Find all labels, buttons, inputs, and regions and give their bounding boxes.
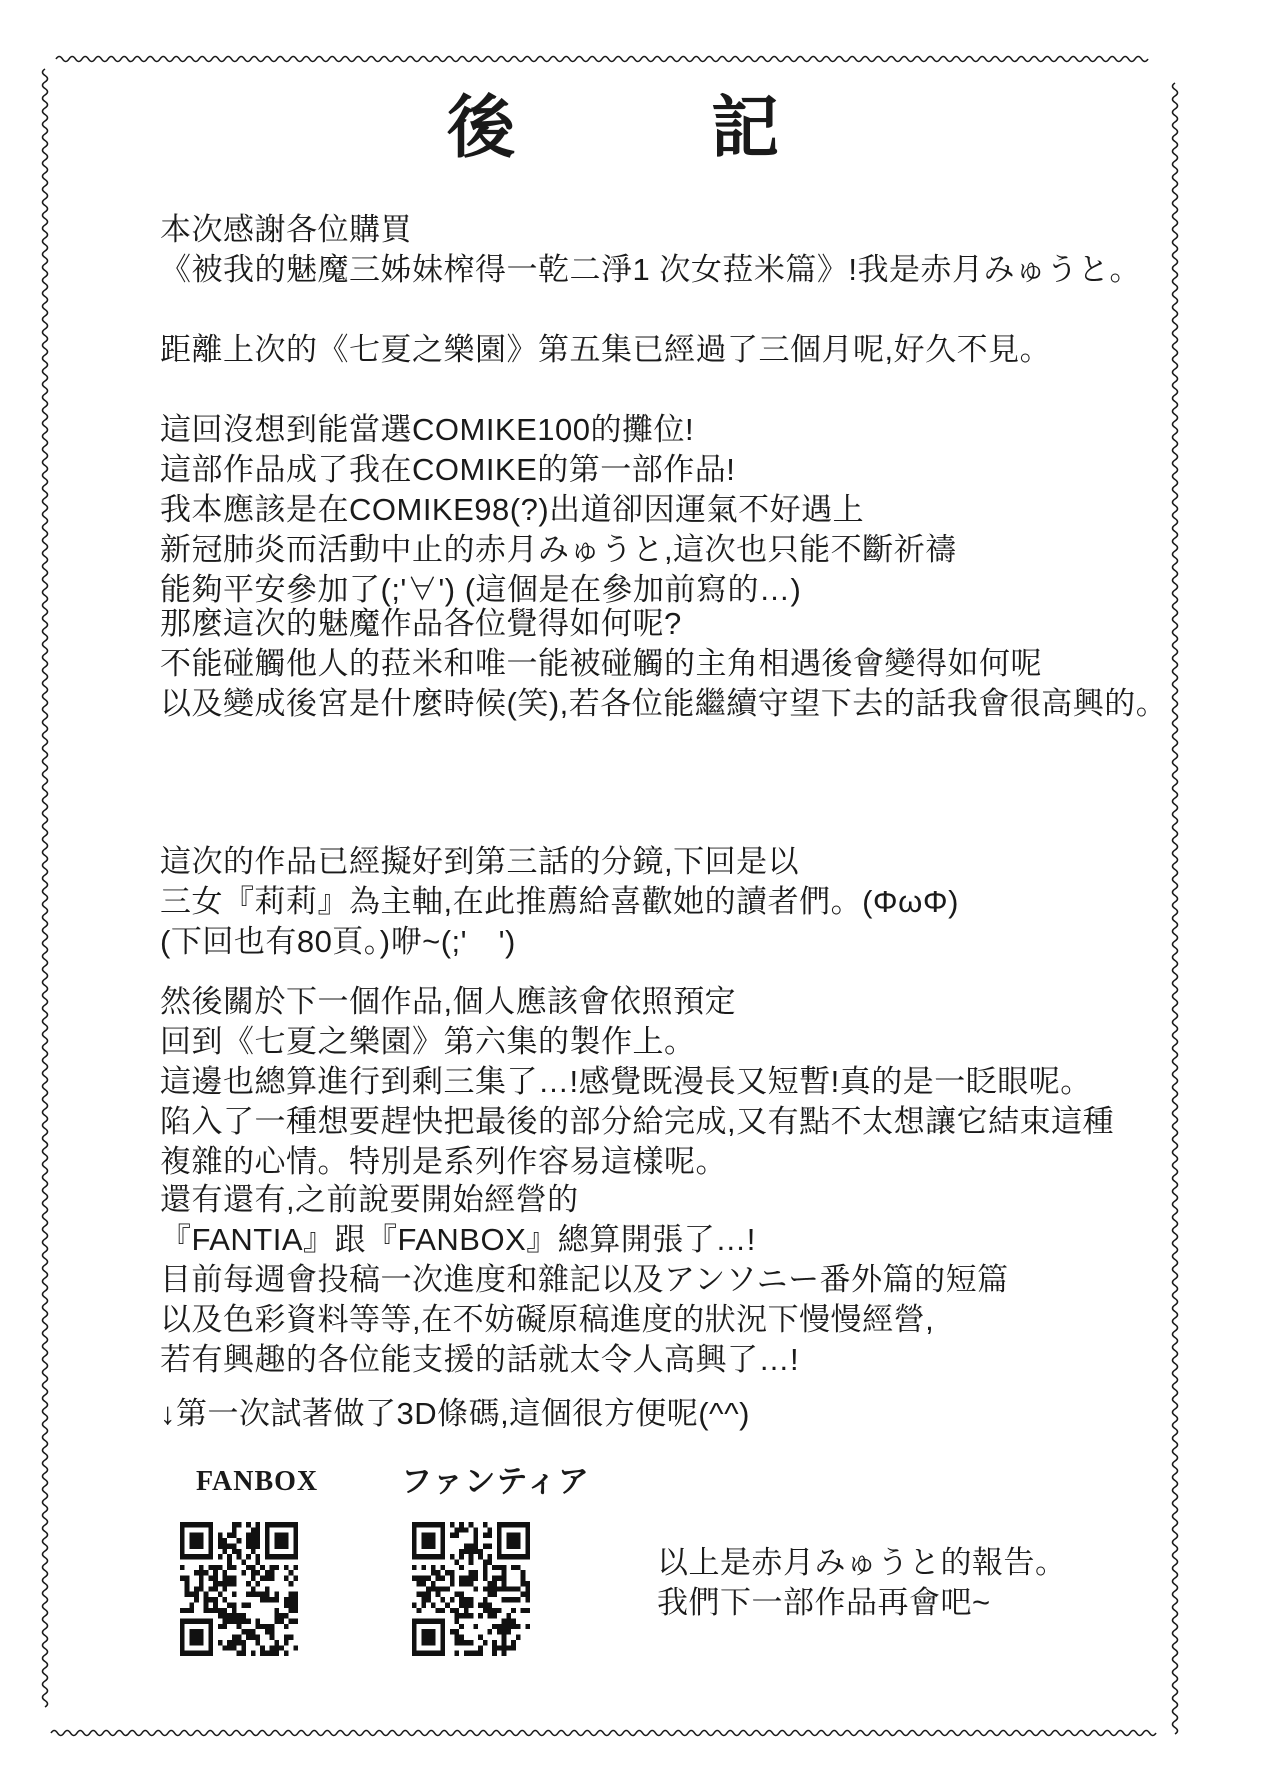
paragraph-comike — [160, 410, 957, 610]
border-right-wavy — [1170, 82, 1180, 1744]
text-line: 我們下一部作品再會吧~ — [657, 1585, 991, 1620]
text-line: 這次的作品已經擬好到第三話的分鏡,下回是以 — [160, 844, 800, 879]
text-line: 我本應該是在COMIKE98(?)出道卻因運氣不好遇上 — [160, 492, 865, 527]
border-bottom-wavy — [50, 1728, 1162, 1738]
text-line: 不能碰觸他人的菈米和唯一能被碰觸的主角相遇後會變得如何呢 — [160, 646, 1042, 681]
text-line: 新冠肺炎而活動中止的赤月みゅうと,這次也只能不斷祈禱 — [160, 532, 957, 567]
border-left-wavy — [40, 68, 50, 1720]
title-char-2: 記 — [711, 90, 780, 166]
border-top-wavy — [55, 54, 1160, 64]
text-line: 以及變成後宮是什麼時候(笑),若各位能繼續守望下去的話我會很高興的。 — [160, 686, 1168, 721]
fantia-label: ファンティア — [401, 1464, 590, 1499]
text-line: 回到《七夏之樂園》第六集的製作上。 — [160, 1024, 696, 1059]
paragraph-since-last — [160, 330, 1051, 370]
fanbox-label: FANBOX — [196, 1466, 319, 1497]
text-line: (下回也有80頁。)咿~(;' ') — [160, 924, 516, 959]
paragraph-succubus-work — [160, 604, 1167, 724]
fantia-qr-code — [412, 1522, 530, 1656]
fanbox-qr-code — [180, 1522, 298, 1656]
paragraph-next-work — [160, 982, 1114, 1182]
text-line: 這邊也總算進行到剩三集了…!感覺既漫長又短暫!真的是一眨眼呢。 — [160, 1064, 1092, 1099]
paragraph-qr-note — [160, 1394, 750, 1434]
text-line: 距離上次的《七夏之樂園》第五集已經過了三個月呢,好久不見。 — [160, 332, 1052, 367]
text-line: 複雜的心情。特別是系列作容易這樣呢。 — [160, 1144, 727, 1179]
text-line: 《被我的魅魔三姊妹榨得一乾二淨1 次女菈米篇》!我是赤月みゅうと。 — [160, 252, 1141, 287]
text-line: 目前每週會投稿一次進度和雜記以及アンソニー番外篇的短篇 — [160, 1262, 1009, 1297]
text-line: 以上是赤月みゅうと的報告。 — [657, 1545, 1067, 1580]
text-line: 然後關於下一個作品,個人應該會依照預定 — [160, 984, 737, 1019]
text-line: 若有興趣的各位能支援的話就太令人高興了…! — [160, 1342, 800, 1377]
text-line: 能夠平安參加了(;'∀') (這個是在參加前寫的…) — [160, 572, 802, 607]
text-line: 以及色彩資料等等,在不妨礙原稿進度的狀況下慢慢經營, — [160, 1302, 935, 1337]
text-line: 那麼這次的魅魔作品各位覺得如何呢? — [160, 606, 682, 641]
text-line: ↓第一次試著做了3D條碼,這個很方便呢(^^) — [160, 1396, 750, 1431]
paragraph-fantia-fanbox — [160, 1180, 1009, 1380]
text-line: 本次感謝各位購買 — [160, 212, 412, 247]
text-line: 還有還有,之前說要開始經營的 — [160, 1182, 579, 1217]
text-line: 這部作品成了我在COMIKE的第一部作品! — [160, 452, 736, 487]
text-line: 三女『莉莉』為主軸,在此推薦給喜歡她的讀者們。(ΦωΦ) — [160, 884, 959, 919]
paragraph-next-chapter — [160, 842, 959, 962]
text-line: 這回沒想到能當選COMIKE100的攤位! — [160, 412, 695, 447]
page-title — [447, 90, 780, 166]
paragraph-thanks — [160, 210, 1141, 290]
text-line: 陷入了一種想要趕快把最後的部分給完成,又有點不太想讓它結束這種 — [160, 1104, 1115, 1139]
title-char-1: 後 — [447, 90, 516, 166]
text-line: 『FANTIA』跟『FANBOX』總算開張了…! — [160, 1222, 756, 1257]
closing-note — [657, 1543, 1067, 1623]
